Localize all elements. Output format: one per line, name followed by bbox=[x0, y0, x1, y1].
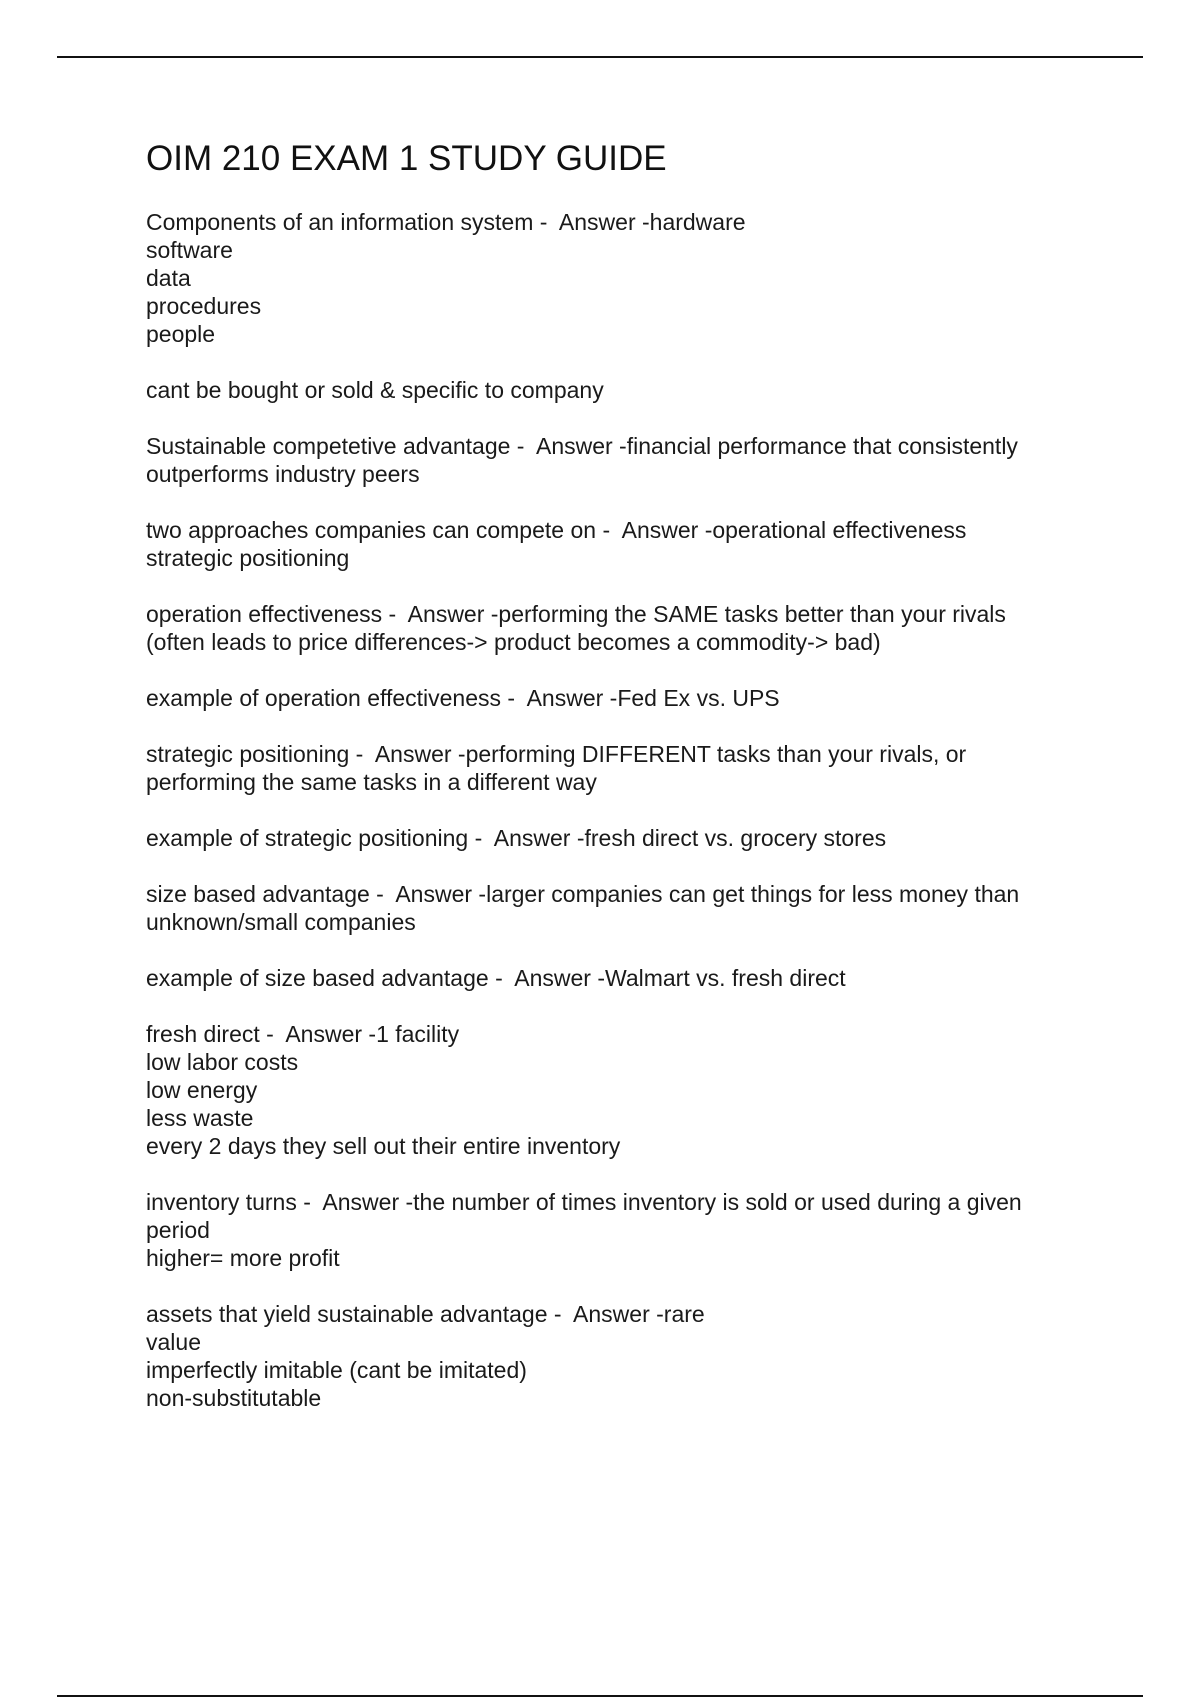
qa-block bbox=[146, 600, 1086, 656]
text-line: software bbox=[146, 237, 233, 263]
bottom-rule bbox=[57, 1695, 1143, 1697]
text-line: Sustainable competetive advantage - Answer -financial performance that consistently bbox=[146, 433, 1018, 459]
text-line: strategic positioning bbox=[146, 545, 350, 571]
text-line: strategic positioning - Answer -performing DIFFERENT tasks than your rivals, or bbox=[146, 741, 967, 767]
text-line: cant be bought or sold & specific to company bbox=[146, 377, 604, 403]
study-guide-content bbox=[146, 138, 1086, 1440]
qa-block bbox=[146, 208, 1086, 348]
qa-block bbox=[146, 964, 1086, 992]
qa-block bbox=[146, 1300, 1086, 1412]
qa-block bbox=[146, 516, 1086, 572]
text-line: size based advantage - Answer -larger companies can get things for less money than bbox=[146, 881, 1020, 907]
text-line: example of size based advantage - Answer -Walmart vs. fresh direct bbox=[146, 965, 846, 991]
text-line: fresh direct - Answer -1 facility bbox=[146, 1021, 460, 1047]
text-line: value bbox=[146, 1329, 201, 1355]
text-line: low labor costs bbox=[146, 1049, 299, 1075]
qa-block bbox=[146, 1188, 1086, 1272]
text-line: less waste bbox=[146, 1105, 254, 1131]
text-line: data bbox=[146, 265, 191, 291]
qa-block bbox=[146, 684, 1086, 712]
text-line: higher= more profit bbox=[146, 1245, 340, 1271]
text-line: (often leads to price differences-> product becomes a commodity-> bad) bbox=[146, 629, 881, 655]
text-line: example of strategic positioning - Answer -fresh direct vs. grocery stores bbox=[146, 825, 887, 851]
text-line: unknown/small companies bbox=[146, 909, 416, 935]
qa-block bbox=[146, 1020, 1086, 1160]
qa-block bbox=[146, 880, 1086, 936]
text-line: performing the same tasks in a different way bbox=[146, 769, 597, 795]
top-rule bbox=[57, 56, 1143, 58]
page-title: OIM 210 EXAM 1 STUDY GUIDE bbox=[146, 139, 667, 178]
qa-block bbox=[146, 740, 1086, 796]
text-line: Components of an information system - Answer -hardware bbox=[146, 209, 746, 235]
text-line: period bbox=[146, 1217, 210, 1243]
text-line: assets that yield sustainable advantage - Answer -rare bbox=[146, 1301, 705, 1327]
text-line: outperforms industry peers bbox=[146, 461, 420, 487]
text-line: example of operation effectiveness - Answer -Fed Ex vs. UPS bbox=[146, 685, 780, 711]
text-line: low energy bbox=[146, 1077, 258, 1103]
text-line: people bbox=[146, 321, 216, 347]
text-line: non-substitutable bbox=[146, 1385, 322, 1411]
text-line: imperfectly imitable (cant be imitated) bbox=[146, 1357, 527, 1383]
text-line: two approaches companies can compete on - Answer -operational effectiveness bbox=[146, 517, 967, 543]
qa-block bbox=[146, 376, 1086, 404]
qa-block bbox=[146, 432, 1086, 488]
text-line: every 2 days they sell out their entire inventory bbox=[146, 1133, 621, 1159]
qa-block bbox=[146, 824, 1086, 852]
text-line: inventory turns - Answer -the number of times inventory is sold or used during a given bbox=[146, 1189, 1022, 1215]
text-line: operation effectiveness - Answer -performing the SAME tasks better than your rivals bbox=[146, 601, 1006, 627]
text-line: procedures bbox=[146, 293, 262, 319]
